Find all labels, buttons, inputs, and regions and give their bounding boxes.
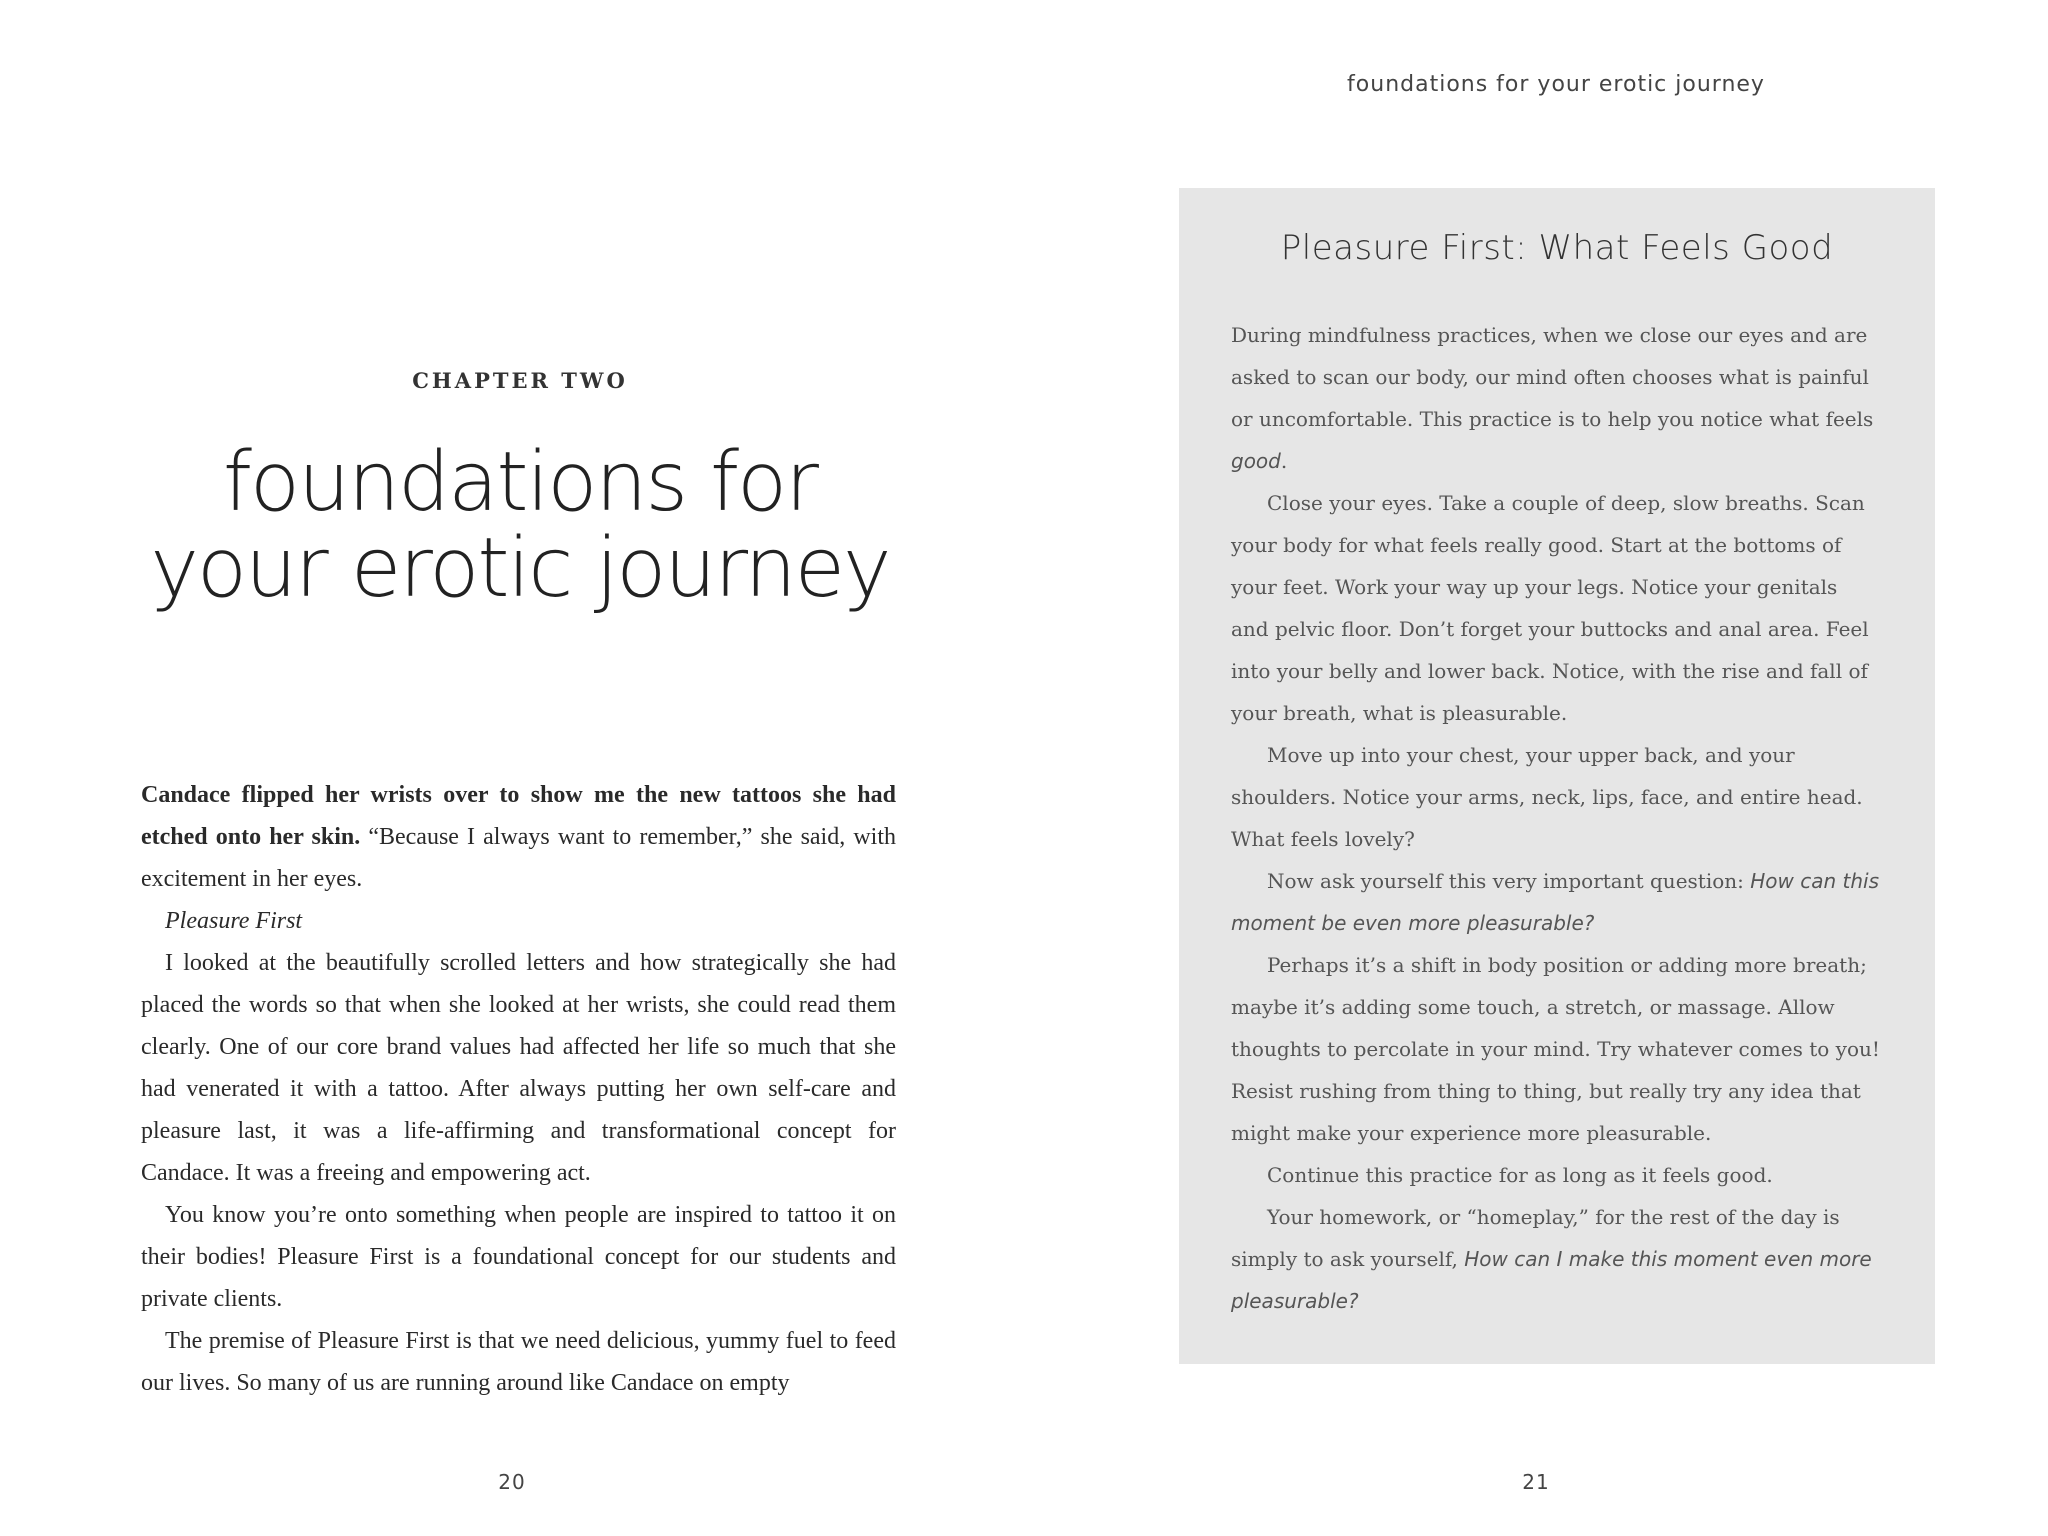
sidebar-body: [1231, 314, 1881, 1322]
chapter-label: CHAPTER TWO: [412, 368, 628, 393]
exercise-sidebar: [1179, 188, 1935, 1364]
right-page: [1024, 0, 2048, 1536]
chapter-title-line-1: foundations for: [223, 435, 817, 530]
sidebar-paragraph-6: Continue this practice for as long as it feels good.: [1267, 1163, 1773, 1187]
sidebar-paragraph-4: [1231, 860, 1881, 944]
paragraph-2-tattoo-text: Pleasure First: [165, 908, 303, 934]
paragraph-1: [141, 774, 896, 900]
sidebar-paragraph-7: [1231, 1196, 1881, 1322]
sidebar-paragraph-7-italic: How can I make this moment even more pleasurable?: [1231, 1247, 1872, 1313]
sidebar-paragraph-3: Move up into your chest, your upper back, and your shoulders. Notice your arms, neck, lips, face, and entire head. What feels lovely?: [1231, 743, 1863, 851]
paragraph-1-rest: “Because I always want to remember,” she said, with excitement in her eyes.: [141, 824, 896, 892]
paragraph-4: You know you’re onto something when people are inspired to tattoo it on their bodies! Pleasure First is a foundational concept for our students and private clients.: [141, 1202, 896, 1312]
sidebar-paragraph-4-italic: How can this moment be even more pleasurable?: [1231, 869, 1880, 935]
sidebar-paragraph-4-text: Now ask yourself this very important question:: [1267, 869, 1751, 893]
running-head: foundations for your erotic journey: [1347, 72, 1765, 97]
left-body-text: [141, 774, 896, 1404]
sidebar-paragraph-5: Perhaps it’s a shift in body position or adding more breath; maybe it’s adding some touch, a stretch, or massage. Allow thoughts to percolate in your mind. Try whatever comes to you! Resist rushing from thing to thing, but really try any idea that might make your experience more pleasurable.: [1231, 953, 1880, 1145]
lead-in-bold: Candace flipped her wrists over to show me the new tattoos she had etched onto her skin.: [141, 782, 896, 850]
paragraph-3: I looked at the beautifully scrolled letters and how strategically she had placed the words so that when she looked at her wrists, she could read them clearly. One of our core brand values had affected her life so much that she had venerated it with a tattoo. After always putting her own self-care and pleasure last, it was a life-affirming and transformational concept for Candace. It was a freeing and empowering act.: [141, 950, 896, 1186]
sidebar-paragraph-1: [1231, 314, 1881, 482]
chapter-title: [100, 435, 940, 616]
sidebar-paragraph-7-text: Your homework, or “homeplay,” for the rest of the day is simply to ask yourself,: [1231, 1205, 1840, 1271]
sidebar-paragraph-1-end: .: [1280, 449, 1288, 473]
sidebar-paragraph-1-text: During mindfulness practices, when we close our eyes and are asked to scan our body, our mind often chooses what is painful or uncomfortable. This practice is to help you notice what feels: [1231, 323, 1874, 431]
page-number-right: 21: [1522, 1470, 1550, 1494]
chapter-title-line-2: your erotic journey: [150, 521, 890, 616]
sidebar-title: Pleasure First: What Feels Good: [1280, 228, 1834, 268]
page-number-left: 20: [498, 1470, 526, 1494]
sidebar-paragraph-2: Close your eyes. Take a couple of deep, slow breaths. Scan your body for what feels really good. Start at the bottoms of your feet. Work your way up your legs. Notice your genitals and pelvic floor. Don’t forget your buttocks and anal area. Feel into your belly and lower back. Notice, with the rise and fall of your breath, what is pleasurable.: [1231, 491, 1869, 725]
paragraph-5: The premise of Pleasure First is that we need delicious, yummy fuel to feed our lives. So many of us are running around like Candace on empty: [141, 1328, 896, 1396]
sidebar-paragraph-1-italic: good: [1231, 449, 1281, 473]
